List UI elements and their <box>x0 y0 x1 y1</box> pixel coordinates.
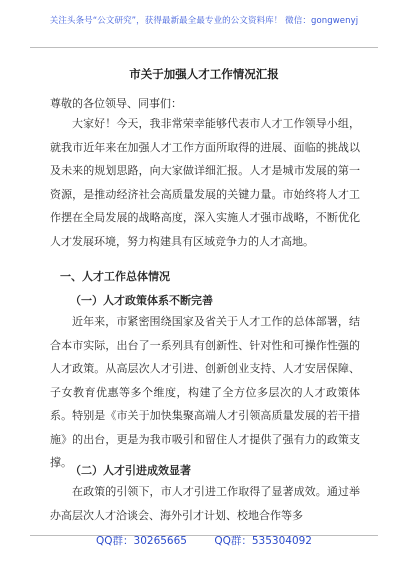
subsection-heading-2: （二）人才引进成效显著 <box>70 464 191 477</box>
promo-header: 关注头条号“公文研究”，获得最新最全最专业的公文资料库！ 微信：gongwenyj <box>49 16 359 26</box>
intro-paragraph: 大家好！今天，我非常荣幸能够代表市人才工作领导小组，就我市近年来在加强人才工作方面所取得的进展、面临的挑战以及未来的规划思路，向大家做详细汇报。人才是城市发展的第一资源，是推动经济社会高质量发展的关键力量。市始终将人才工作摆在全局发展的战略高度，深入实施人才强市战略，不断优化人才发展环境，努力构建具有区域竞争力的人才高地。 <box>50 117 360 248</box>
section-heading: 一、人才工作总体情况 <box>60 270 170 283</box>
document-title: 市关于加强人才工作情况汇报 <box>129 67 279 81</box>
greeting: 尊敬的各位领导、同事们： <box>50 97 182 110</box>
subsection-1-paragraph: 近年来，市紧密围绕国家及省关于人才工作的总体部署，结合本市实际，出台了一系列具有创新性、针对性和可操作性强的人才政策。从高层次人才引进、创新创业支持、人才安居保障、子女教育优惠等多个维度，构建了全方位多层次的人才政策体系。特别是《市关于加快集聚高端人才引领高质量发展的若干措施》的出台，更是为我市吸引和留住人才提供了强有力的政策支撑。 <box>50 315 360 469</box>
header-divider <box>30 47 378 48</box>
qq-group-2: QQ群：535304092 <box>214 535 312 547</box>
subsection-2-paragraph: 在政策的引领下，市人才引进工作取得了显著成效。通过举办高层次人才洽谈会、海外引才计划、校地合作等多 <box>50 485 360 522</box>
footer-contacts <box>0 533 408 548</box>
qq-group-1: QQ群：30265665 <box>96 535 187 547</box>
subsection-heading-1: （一）人才政策体系不断完善 <box>70 294 213 307</box>
